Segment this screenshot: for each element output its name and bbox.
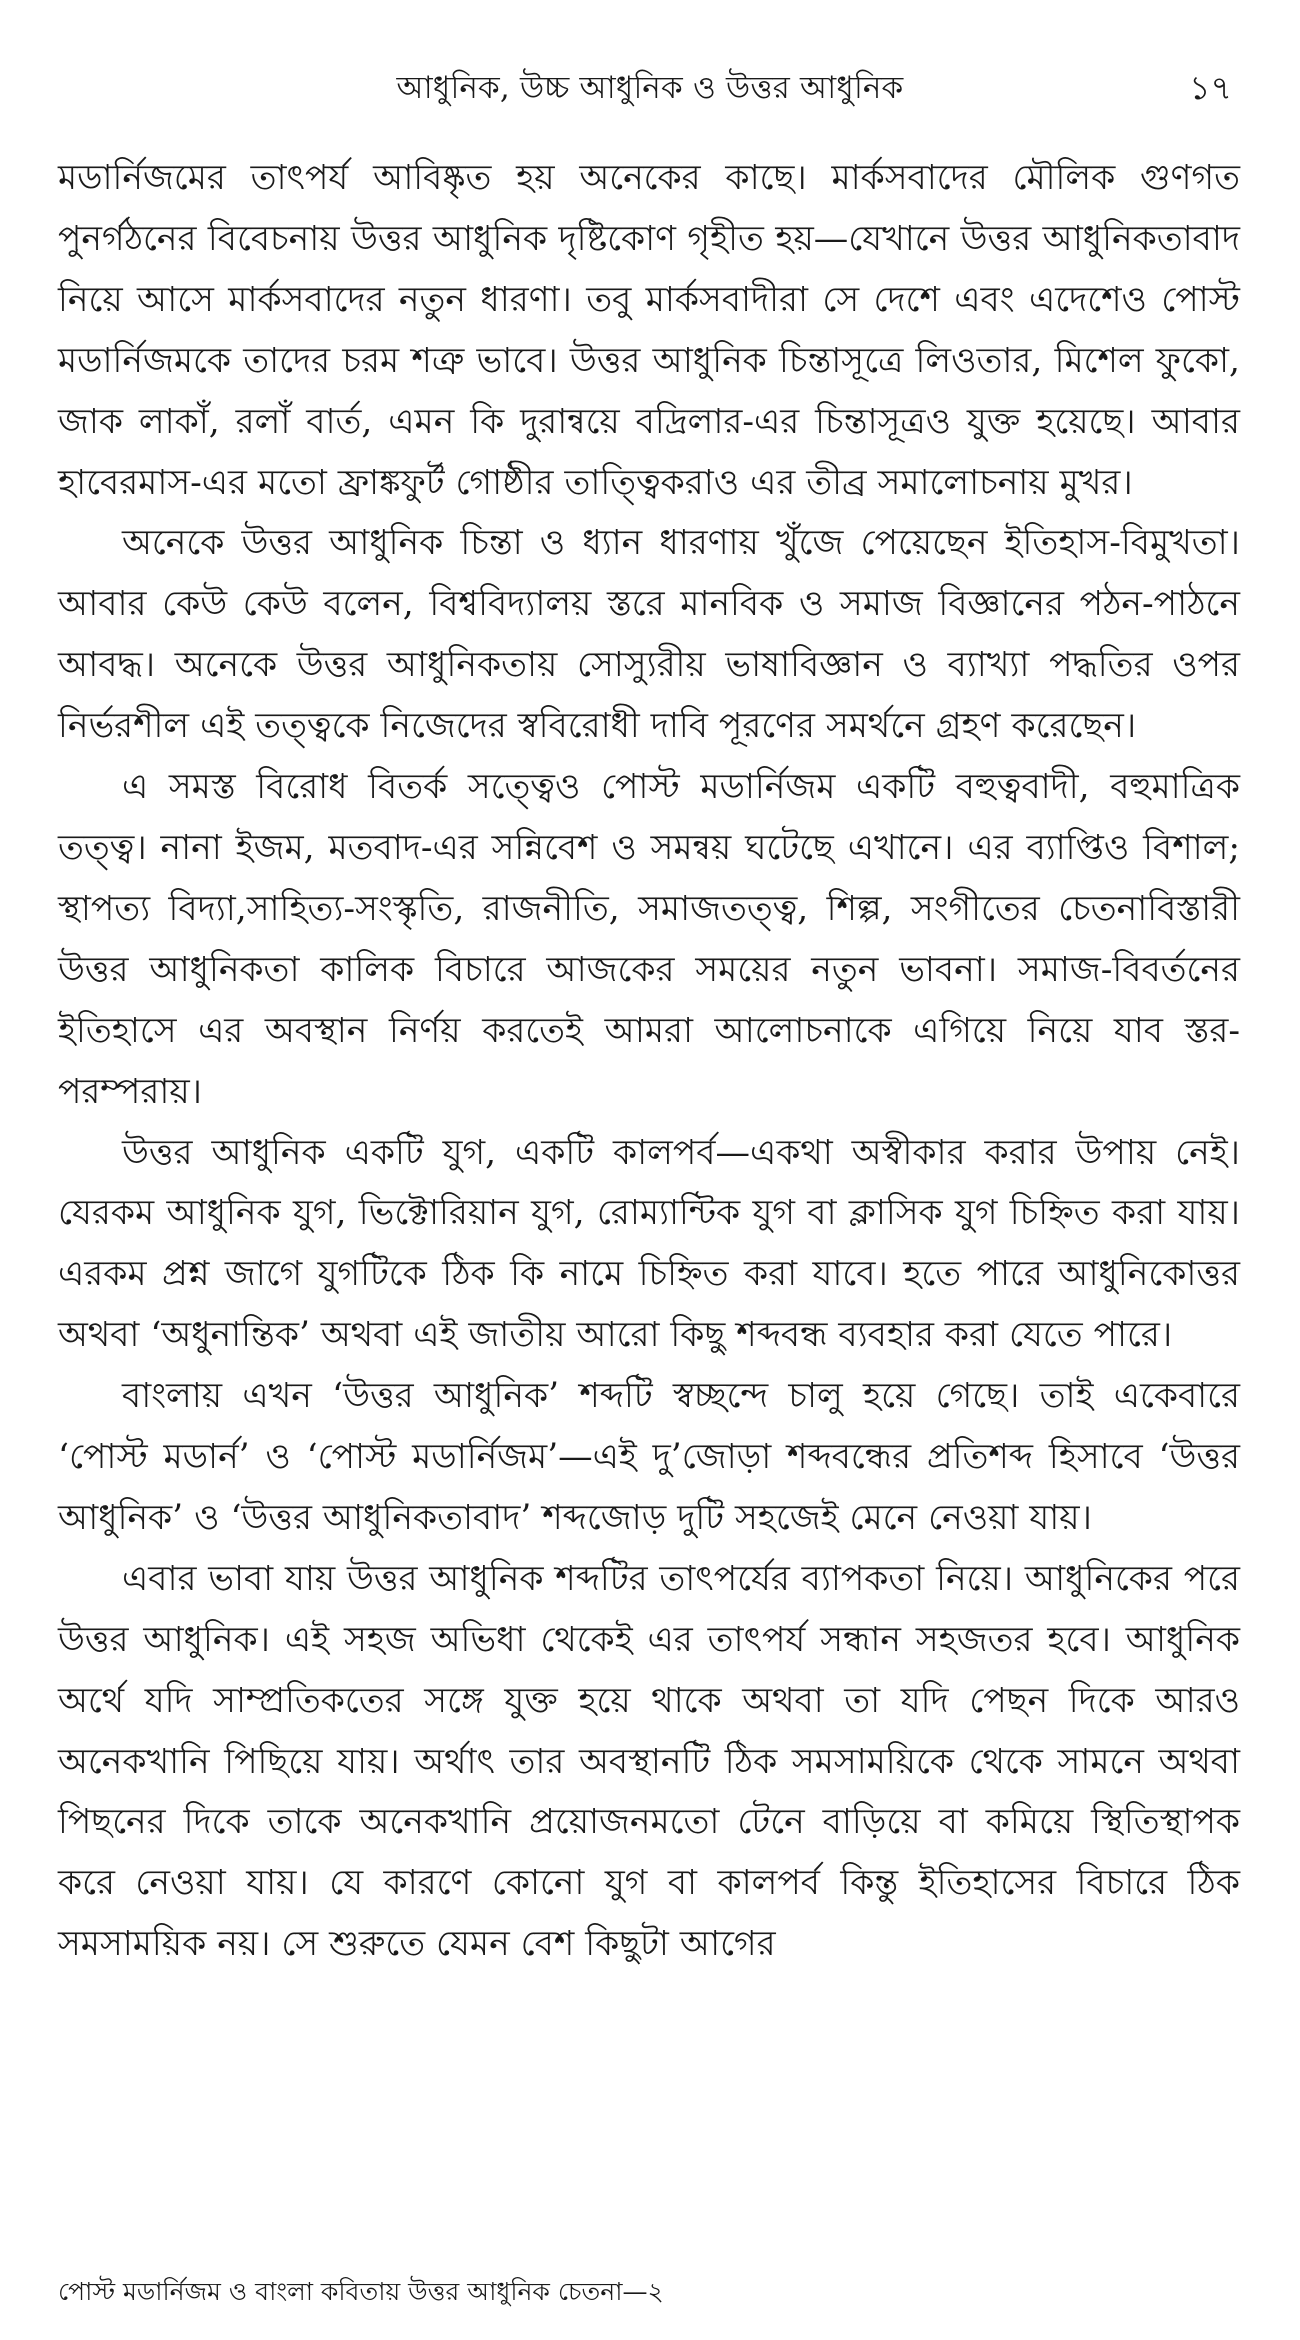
paragraph: এ সমস্ত বিরোধ বিতর্ক সত্ত্বেও পোস্ট মডার্নিজম একটি বহুত্ববাদী, বহুমাত্রিক তত্ত্ব। নানা ইজম, মতবাদ-এর সন্নিবেশ ও সমন্বয় ঘটেছে এখানে। এর ব্যাপ্তিও বিশাল; স্থাপত্য বিদ্যা,সাহিত্য-সংস্কৃতি, রাজনীতি, সমাজতত্ত্ব, শিল্প, সংগীতের চেতনাবিস্তারী উত্তর আধুনিকতা কালিক বিচারে আজকের সময়ের নতুন ভাবনা। সমাজ-বিবর্তনের ইতিহাসে এর অবস্থান নির্ণয় করতেই আমরা আলোচনাকে এগিয়ে নিয়ে যাব স্তর-পরম্পরায়।	[58, 767, 1240, 1112]
page-number: ১৭	[1189, 68, 1232, 107]
running-title: আধুনিক, উচ্চ আধুনিক ও উত্তর আধুনিক	[396, 70, 904, 106]
paragraph: বাংলায় এখন ‘উত্তর আধুনিক’ শব্দটি স্বচ্ছন্দে চালু হয়ে গেছে। তাই একেবারে ‘পোস্ট মডার্ন’ ও ‘পোস্ট মডার্নিজম’—এই দু’জোড়া শব্দবন্ধের প্রতিশব্দ হিসাবে ‘উত্তর আধুনিক’ ও ‘উত্তর আধুনিকতাবাদ’ শব্দজোড় দুটি সহজেই মেনে নেওয়া যায়।	[58, 1376, 1240, 1538]
paragraph: অনেকে উত্তর আধুনিক চিন্তা ও ধ্যান ধারণায় খুঁজে পেয়েছেন ইতিহাস-বিমুখতা। আবার কেউ কেউ বলেন, বিশ্ববিদ্যালয় স্তরে মানবিক ও সমাজ বিজ্ঞানের পঠন-পাঠনে আবদ্ধ। অনেকে উত্তর আধুনিকতায় সোস্যুরীয় ভাষাবিজ্ঞান ও ব্যাখ্যা পদ্ধতির ওপর নির্ভরশীল এই তত্ত্বকে নিজেদের স্ববিরোধী দাবি পূরণের সমর্থনে গ্রহণ করেছেন।	[58, 523, 1240, 747]
body-text	[58, 148, 1240, 1975]
running-header	[50, 58, 1250, 118]
paragraph: এবার ভাবা যায় উত্তর আধুনিক শব্দটির তাৎপর্যের ব্যাপকতা নিয়ে। আধুনিকের পরে উত্তর আধুনিক। এই সহজ অভিধা থেকেই এর তাৎপর্য সন্ধান সহজতর হবে। আধুনিক অর্থে যদি সাম্প্রতিকতের সঙ্গে যুক্ত হয়ে থাকে অথবা তা যদি পেছন দিকে আরও অনেকখানি পিছিয়ে যায়। অর্থাৎ তার অবস্থানটি ঠিক সমসাময়িকে থেকে সামনে অথবা পিছনের দিকে তাকে অনেকখানি প্রয়োজনমতো টেনে বাড়িয়ে বা কমিয়ে স্থিতিস্থাপক করে নেওয়া যায়। যে কারণে কোনো যুগ বা কালপর্ব কিন্তু ইতিহাসের বিচারে ঠিক সমসাময়িক নয়। সে শুরুতে যেমন বেশ কিছুটা আগের	[58, 1558, 1240, 1965]
running-footer: পোস্ট মডার্নিজম ও বাংলা কবিতায় উত্তর আধুনিক চেতনা—২	[58, 2277, 664, 2306]
paragraph: উত্তর আধুনিক একটি যুগ, একটি কালপর্ব—একথা অস্বীকার করার উপায় নেই। যেরকম আধুনিক যুগ, ভিক্টোরিয়ান যুগ, রোম্যান্টিক যুগ বা ক্লাসিক যুগ চিহ্নিত করা যায়। এরকম প্রশ্ন জাগে যুগটিকে ঠিক কি নামে চিহ্নিত করা যাবে। হতে পারে আধুনিকোত্তর অথবা ‘অধুনান্তিক’ অথবা এই জাতীয় আরো কিছু শব্দবন্ধ ব্যবহার করা যেতে পারে।	[58, 1132, 1240, 1356]
paragraph: মডার্নিজমের তাৎপর্য আবিষ্কৃত হয় অনেকের কাছে। মার্কসবাদের মৌলিক গুণগত পুনর্গঠনের বিবেচনায় উত্তর আধুনিক দৃষ্টিকোণ গৃহীত হয়—যেখানে উত্তর আধুনিকতাবাদ নিয়ে আসে মার্কসবাদের নতুন ধারণা। তবু মার্কসবাদীরা সে দেশে এবং এদেশেও পোস্ট মডার্নিজমকে তাদের চরম শত্রু ভাবে। উত্তর আধুনিক চিন্তাসূত্রে লিওতার, মিশেল ফুকো, জাক লাকাঁ, রলাঁ বার্ত, এমন কি দুরান্বয়ে বদ্রিলার-এর চিন্তাসূত্রও যুক্ত হয়েছে। আবার হাবেরমাস-এর মতো ফ্রাঙ্কফুর্ট গোষ্ঠীর তাত্ত্বিকরাও এর তীব্র সমালোচনায় মুখর।	[58, 158, 1240, 503]
